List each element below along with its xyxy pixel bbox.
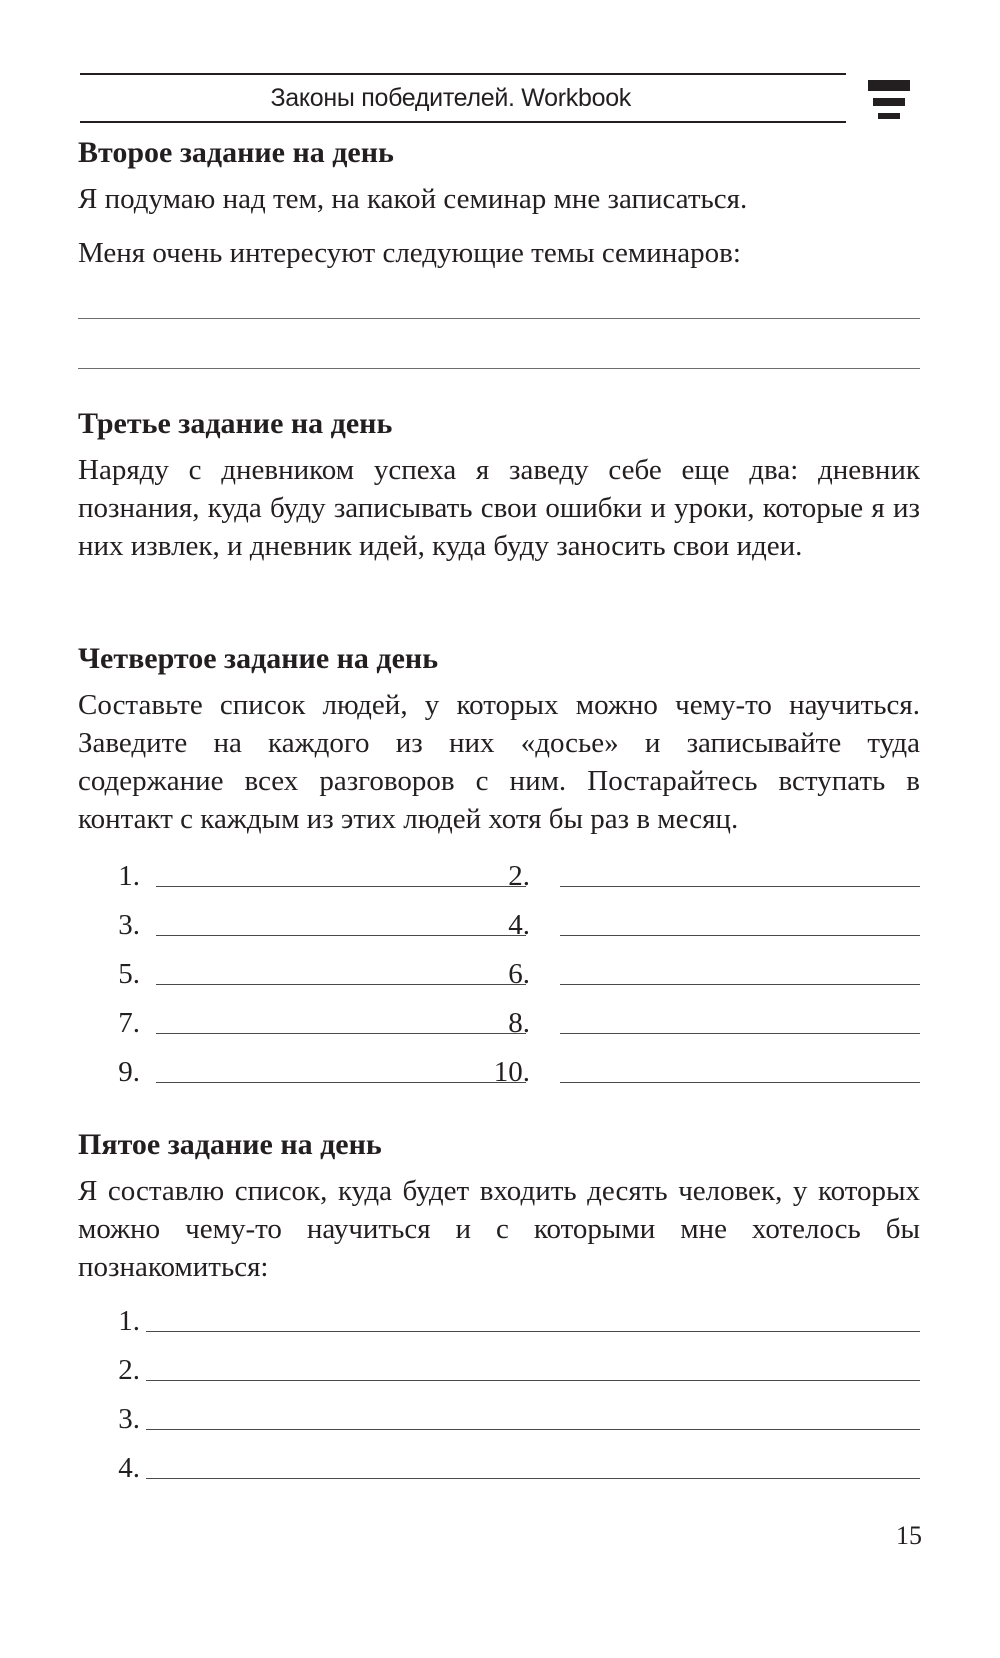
stacked-bars-icon (868, 80, 910, 126)
section-fourth-task (78, 640, 920, 838)
item-number: 1. (118, 1305, 140, 1337)
item-number: 3. (118, 909, 140, 941)
answer-line[interactable] (560, 886, 920, 887)
section-second-task (78, 134, 920, 272)
item-number: 2. (118, 1354, 140, 1386)
item-number: 5. (118, 958, 140, 990)
grid-row (78, 1053, 920, 1091)
item-number: 8. (508, 1007, 530, 1039)
item-number: 4. (508, 909, 530, 941)
answer-line[interactable] (78, 318, 920, 319)
list-item (78, 1351, 920, 1389)
answer-line[interactable] (146, 1478, 920, 1479)
grid-row (78, 955, 920, 993)
section-paragraph: Меня очень интересуют следующие темы семинаров: (78, 237, 741, 269)
answer-line[interactable] (560, 1033, 920, 1034)
section-heading: Третье задание на день (78, 407, 393, 440)
item-number: 1. (118, 860, 140, 892)
answer-line[interactable] (78, 368, 920, 369)
answer-line[interactable] (146, 1331, 920, 1332)
section-paragraph: Я подумаю над тем, на какой семинар мне записаться. (78, 183, 748, 215)
item-number: 10. (493, 1056, 530, 1088)
list-item (78, 1400, 920, 1438)
numbered-grid (78, 857, 920, 1097)
answer-line[interactable] (156, 984, 526, 985)
numbered-list (78, 1302, 920, 1492)
running-header-title: Законы победителей. Workbook (270, 84, 631, 112)
section-heading: Пятое задание на день (78, 1128, 382, 1161)
list-item (78, 1302, 920, 1340)
section-paragraph: Составьте список людей, у которых можно чему-то научиться. Заведите на каждого из них «досье» и записывайте туда содержание всех разговоров с ним. Постарайтесь вступать в контакт с каждым из этих людей хотя бы раз в месяц. (78, 689, 920, 835)
answer-line[interactable] (560, 984, 920, 985)
item-number: 4. (118, 1452, 140, 1484)
answer-line[interactable] (156, 1033, 526, 1034)
section-heading: Четвертое задание на день (78, 642, 439, 675)
answer-line[interactable] (560, 1082, 920, 1083)
section-paragraph: Я составлю список, куда будет входить десять человек, у которых можно чему-то научиться и с которыми мне хотелось бы познакомиться: (78, 1175, 920, 1283)
section-third-task (78, 405, 920, 565)
grid-row (78, 1004, 920, 1042)
header-rule-bottom (80, 121, 846, 123)
item-number: 3. (118, 1403, 140, 1435)
section-heading: Второе задание на день (78, 136, 394, 169)
answer-line[interactable] (560, 935, 920, 936)
answer-line[interactable] (156, 886, 526, 887)
grid-row (78, 857, 920, 895)
answer-line[interactable] (156, 935, 526, 936)
answer-line[interactable] (146, 1429, 920, 1430)
item-number: 7. (118, 1007, 140, 1039)
answer-line[interactable] (156, 1082, 526, 1083)
header-rule-top (80, 73, 846, 75)
item-number: 2. (508, 860, 530, 892)
answer-line[interactable] (146, 1380, 920, 1381)
list-item (78, 1449, 920, 1487)
page-number: 15 (896, 1521, 922, 1550)
section-paragraph: Наряду с дневником успеха я заведу себе еще два: дневник познания, куда буду записывать свои ошибки и уроки, которые я из них извлек, и дневник идей, куда буду заносить свои идеи. (78, 454, 920, 562)
item-number: 9. (118, 1056, 140, 1088)
grid-row (78, 906, 920, 944)
section-fifth-task (78, 1126, 920, 1286)
item-number: 6. (508, 958, 530, 990)
